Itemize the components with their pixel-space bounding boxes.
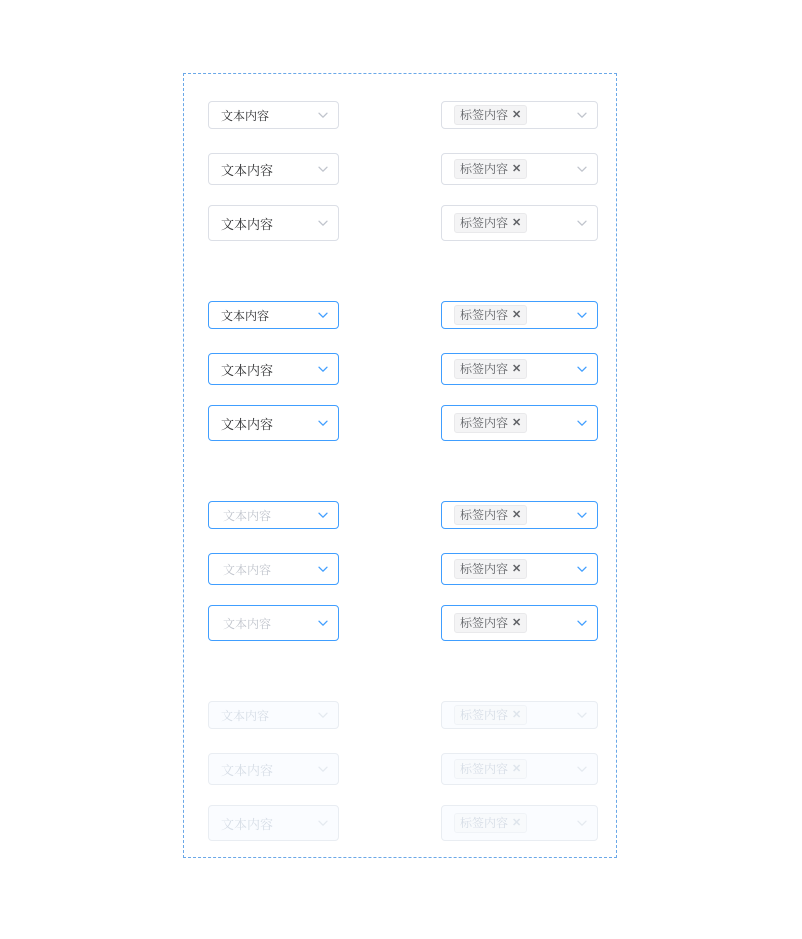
select-text-disabled-small — [208, 701, 339, 729]
select-value: 文本内容 — [221, 108, 270, 123]
select-row — [184, 152, 616, 186]
select-row — [184, 498, 616, 532]
select-text-active-large[interactable] — [208, 405, 339, 441]
select-tag-wrap — [454, 305, 569, 325]
state-group-active — [184, 290, 616, 432]
select-row — [184, 406, 616, 440]
chevron-down-icon — [316, 708, 330, 722]
select-value: 文本内容 — [221, 708, 270, 723]
close-icon[interactable]: ✕ — [512, 416, 522, 429]
tag-chip[interactable] — [454, 213, 527, 233]
select-text-disabled-medium — [208, 753, 339, 785]
chevron-down-icon — [575, 708, 589, 722]
select-value: 文本内容 — [221, 308, 270, 323]
chevron-down-icon[interactable] — [316, 508, 330, 522]
select-row — [184, 298, 616, 332]
state-group-disabled — [184, 690, 616, 832]
select-row — [184, 752, 616, 786]
chevron-down-icon[interactable] — [575, 416, 589, 430]
chevron-down-icon[interactable] — [575, 616, 589, 630]
select-text-focus-large[interactable] — [208, 605, 339, 641]
tag-label: 标签内容 — [460, 362, 509, 376]
chevron-down-icon[interactable] — [316, 562, 330, 576]
select-value: 文本内容 — [221, 216, 274, 232]
select-tag-disabled-medium — [441, 753, 598, 785]
chevron-down-icon[interactable] — [575, 508, 589, 522]
select-tag-active-large[interactable] — [441, 405, 598, 441]
select-text-disabled-large — [208, 805, 339, 841]
close-icon[interactable]: ✕ — [512, 216, 522, 229]
chevron-down-icon[interactable] — [575, 162, 589, 176]
select-states-canvas — [183, 73, 617, 858]
tag-chip[interactable] — [454, 359, 527, 379]
close-icon[interactable]: ✕ — [512, 108, 522, 121]
select-tag-focus-medium[interactable] — [441, 553, 598, 585]
chevron-down-icon — [575, 762, 589, 776]
select-tag-active-medium[interactable] — [441, 353, 598, 385]
chevron-down-icon[interactable] — [316, 108, 330, 122]
select-text-default-large[interactable] — [208, 205, 339, 241]
tag-chip[interactable] — [454, 613, 527, 633]
tag-label: 标签内容 — [460, 508, 509, 522]
select-value: 文本内容 — [221, 416, 274, 432]
chevron-down-icon — [316, 816, 330, 830]
chevron-down-icon[interactable] — [575, 108, 589, 122]
select-tag-wrap — [454, 813, 569, 833]
select-tag-wrap — [454, 159, 569, 179]
close-icon[interactable]: ✕ — [512, 508, 522, 521]
chevron-down-icon[interactable] — [316, 216, 330, 230]
select-tag-focus-large[interactable] — [441, 605, 598, 641]
chevron-down-icon[interactable] — [575, 562, 589, 576]
chevron-down-icon[interactable] — [316, 162, 330, 176]
select-value: 文本内容 — [221, 362, 274, 378]
chevron-down-icon — [575, 816, 589, 830]
select-tag-default-medium[interactable] — [441, 153, 598, 185]
select-tag-wrap — [454, 559, 569, 579]
select-text-active-medium[interactable] — [208, 353, 339, 385]
tag-chip — [454, 705, 527, 725]
select-value: 文本内容 — [221, 816, 274, 832]
select-tag-active-small[interactable] — [441, 301, 598, 329]
select-row — [184, 352, 616, 386]
close-icon: ✕ — [512, 816, 522, 829]
select-row — [184, 206, 616, 240]
select-text-focus-medium[interactable] — [208, 553, 339, 585]
tag-chip[interactable] — [454, 105, 527, 125]
close-icon[interactable]: ✕ — [512, 562, 522, 575]
chevron-down-icon[interactable] — [316, 362, 330, 376]
state-group-focus — [184, 490, 616, 631]
chevron-down-icon[interactable] — [316, 616, 330, 630]
tag-chip[interactable] — [454, 305, 527, 325]
select-tag-wrap — [454, 105, 569, 125]
select-tag-wrap — [454, 359, 569, 379]
chevron-down-icon — [316, 762, 330, 776]
select-value: 文本内容 — [221, 762, 274, 778]
select-text-focus-small[interactable] — [208, 501, 339, 529]
chevron-down-icon[interactable] — [575, 362, 589, 376]
tag-chip[interactable] — [454, 559, 527, 579]
select-tag-disabled-small — [441, 701, 598, 729]
select-tag-focus-small[interactable] — [441, 501, 598, 529]
select-row — [184, 806, 616, 840]
close-icon: ✕ — [512, 708, 522, 721]
select-text-active-small[interactable] — [208, 301, 339, 329]
tag-chip[interactable] — [454, 413, 527, 433]
select-row — [184, 698, 616, 732]
select-row — [184, 552, 616, 586]
close-icon[interactable]: ✕ — [512, 616, 522, 629]
tag-label: 标签内容 — [460, 816, 509, 830]
tag-chip — [454, 759, 527, 779]
tag-label: 标签内容 — [460, 308, 509, 322]
select-row — [184, 606, 616, 640]
select-text-default-medium[interactable] — [208, 153, 339, 185]
select-tag-wrap — [454, 413, 569, 433]
select-placeholder: 文本内容 — [221, 507, 310, 524]
select-tag-wrap — [454, 505, 569, 525]
close-icon[interactable]: ✕ — [512, 308, 522, 321]
close-icon[interactable]: ✕ — [512, 162, 522, 175]
tag-label: 标签内容 — [460, 108, 509, 122]
select-states-grid — [184, 74, 616, 857]
select-tag-wrap — [454, 613, 569, 633]
select-tag-disabled-large — [441, 805, 598, 841]
tag-label: 标签内容 — [460, 708, 509, 722]
tag-label: 标签内容 — [460, 562, 509, 576]
chevron-down-icon[interactable] — [575, 216, 589, 230]
select-tag-default-small[interactable] — [441, 101, 598, 129]
state-group-default — [184, 90, 616, 232]
chevron-down-icon[interactable] — [575, 308, 589, 322]
select-value: 文本内容 — [221, 162, 274, 178]
select-placeholder: 文本内容 — [221, 561, 310, 578]
chevron-down-icon[interactable] — [316, 308, 330, 322]
tag-chip[interactable] — [454, 159, 527, 179]
select-tag-default-large[interactable] — [441, 205, 598, 241]
tag-chip[interactable] — [454, 505, 527, 525]
select-placeholder: 文本内容 — [221, 615, 310, 632]
close-icon: ✕ — [512, 762, 522, 775]
select-tag-wrap — [454, 705, 569, 725]
tag-label: 标签内容 — [460, 216, 509, 230]
chevron-down-icon[interactable] — [316, 416, 330, 430]
select-tag-wrap — [454, 213, 569, 233]
select-row — [184, 98, 616, 132]
select-text-default-small[interactable] — [208, 101, 339, 129]
tag-label: 标签内容 — [460, 616, 509, 630]
tag-label: 标签内容 — [460, 762, 509, 776]
select-tag-wrap — [454, 759, 569, 779]
close-icon[interactable]: ✕ — [512, 362, 522, 375]
tag-label: 标签内容 — [460, 162, 509, 176]
tag-label: 标签内容 — [460, 416, 509, 430]
tag-chip — [454, 813, 527, 833]
